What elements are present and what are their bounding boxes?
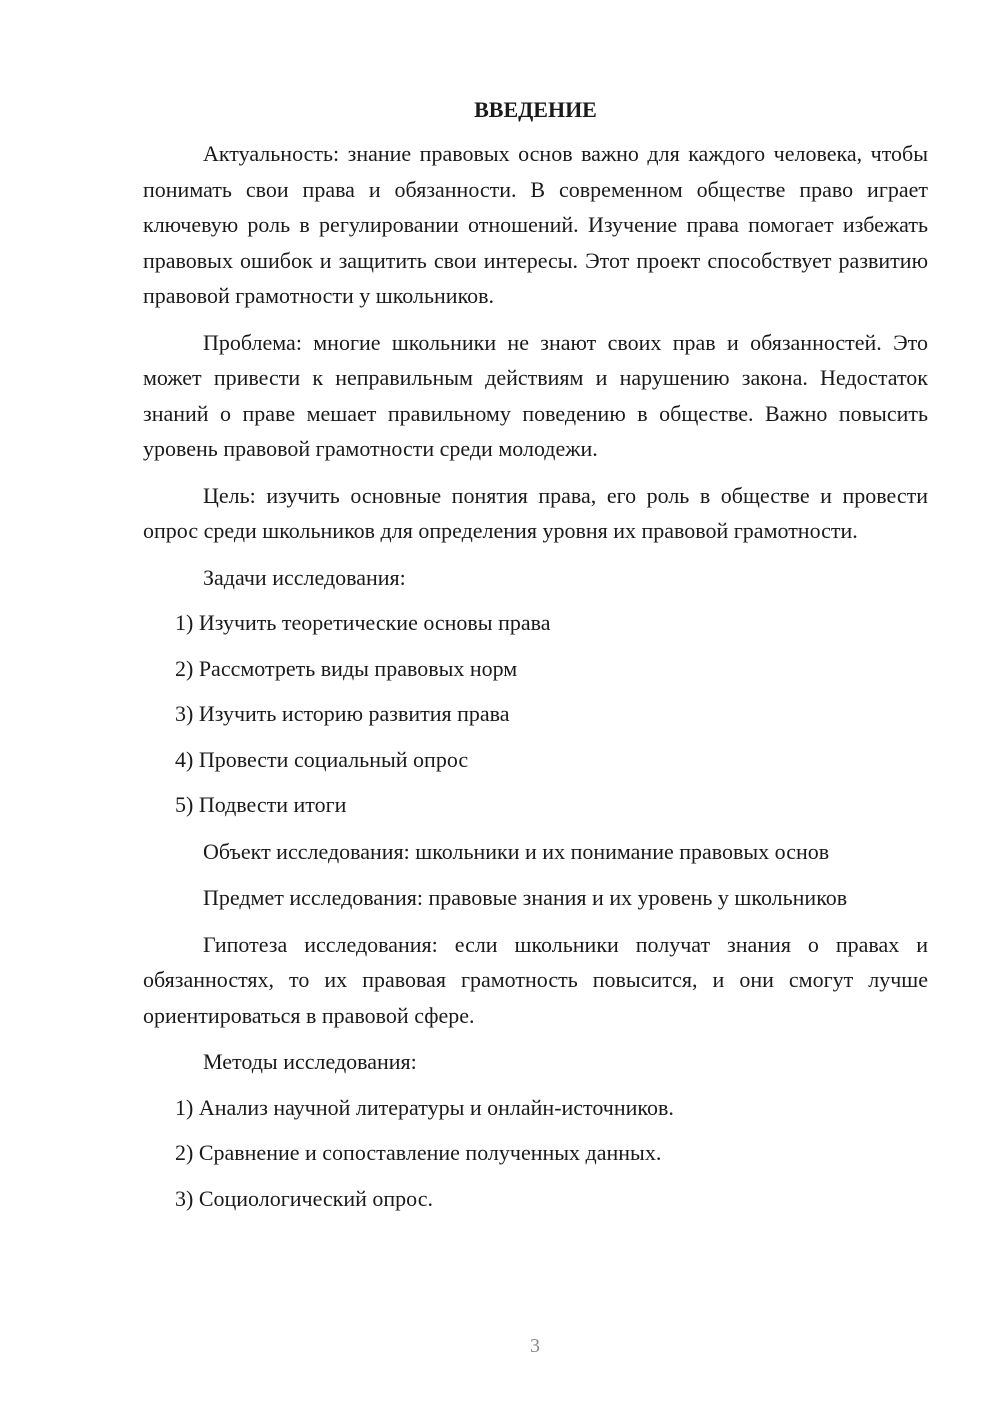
goal-paragraph: Цель: изучить основные понятия права, его роль в обществе и провести опрос среди школьников для определения уровня их правовой грамотности. [143, 482, 928, 543]
tasks-list [143, 605, 928, 823]
list-item: 1) Изучить теоретические основы права [175, 610, 551, 635]
list-item: 2) Сравнение и сопоставление полученных данных. [175, 1140, 662, 1165]
page-title: ВВЕДЕНИЕ [474, 97, 597, 122]
hypothesis-paragraph: Гипотеза исследования: если школьники получат знания о правах и обязанностях, то их правовая грамотность повысится, и они смогут лучше ориентироваться в правовой сфере. [143, 931, 928, 1028]
methods-heading: Методы исследования: [203, 1049, 417, 1074]
relevance-paragraph: Актуальность: знание правовых основ важно для каждого человека, чтобы понимать свои права и обязанности. В современном обществе право играет ключевую роль в регулировании отношений. Изучение права помогает избежать правовых ошибок и защитить свои интересы. Этот проект способствует развитию правовой грамотности у школьников. [143, 141, 928, 308]
tasks-heading: Задачи исследования: [203, 564, 406, 590]
problem-paragraph: Проблема: многие школьники не знают своих прав и обязанностей. Это может привести к неправильным действиям и нарушению закона. Недостаток знаний о праве мешает правильному поведению в обществе. Важно повысить уровень правовой грамотности среди молодежи. [143, 329, 928, 461]
page-content [143, 94, 928, 1216]
page-number: 3 [530, 1335, 540, 1357]
object-paragraph: Объект исследования: школьники и их понимание правовых основ [203, 838, 830, 864]
list-item: 1) Анализ научной литературы и онлайн-источников. [175, 1094, 674, 1120]
list-item: 4) Провести социальный опрос [175, 746, 469, 772]
list-item: 2) Рассмотреть виды правовых норм [175, 655, 518, 681]
subject-paragraph: Предмет исследования: правовые знания и их уровень у школьников [203, 885, 848, 910]
methods-list [143, 1090, 928, 1217]
list-item: 3) Социологический опрос. [175, 1185, 433, 1211]
list-item: 3) Изучить историю развития права [175, 701, 510, 726]
list-item: 5) Подвести итоги [175, 792, 347, 817]
